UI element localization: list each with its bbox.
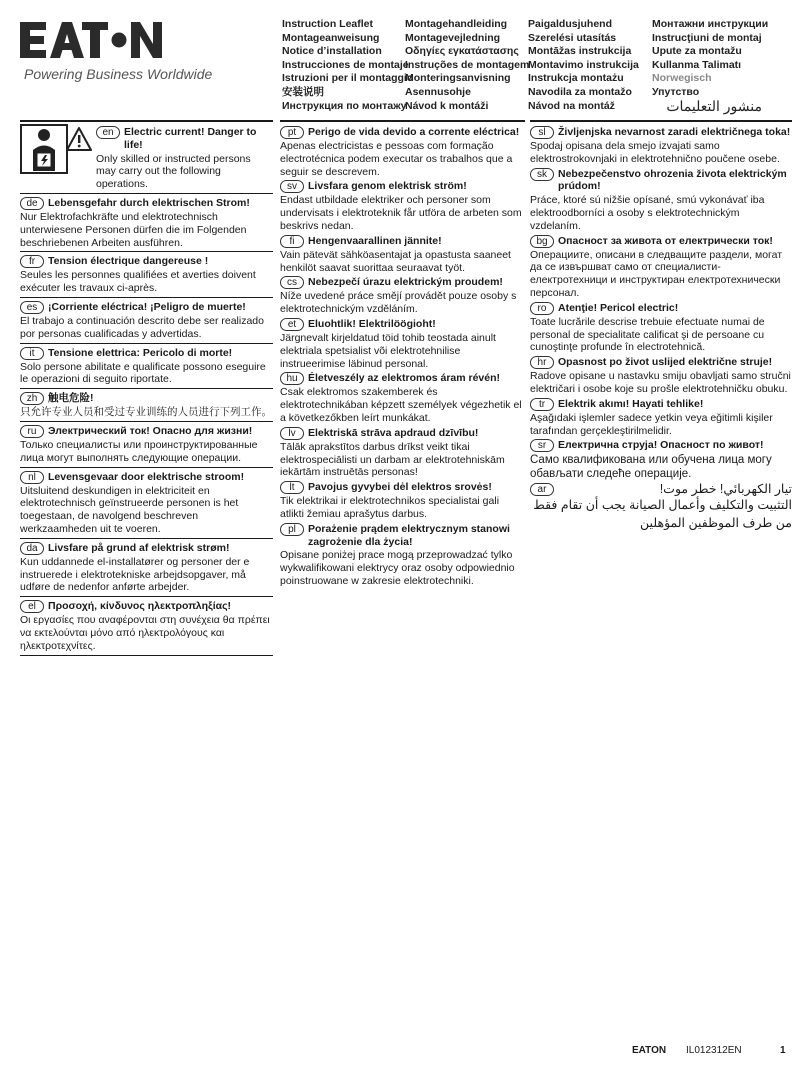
warning-heading-et <box>280 318 525 331</box>
title-line: Notice d’installation <box>282 45 382 58</box>
warning-entry-fi <box>280 235 525 275</box>
warning-heading-ru <box>20 425 273 438</box>
warning-text-zh: 只允许专业人员和受过专业训练的人员进行下列工作。 <box>20 406 272 419</box>
heading-text: Tensione elettrica: Pericolo di morte! <box>48 346 233 359</box>
warning-heading-fi <box>280 235 525 248</box>
language-badge: it <box>20 347 44 360</box>
warning-entry-ru <box>20 425 273 468</box>
language-badge: tr <box>530 398 554 411</box>
warning-entry-hr <box>530 356 792 396</box>
language-badge: sl <box>530 126 554 139</box>
title-line: Návod k montáži <box>405 99 489 112</box>
title-line: Kullanma Talimatı <box>652 58 742 71</box>
heading-text: Levensgevaar door elektrische stroom! <box>48 470 245 483</box>
footer-brand: EATON <box>632 1045 667 1056</box>
warning-entry-it <box>20 347 273 390</box>
warning-entry-sk <box>530 168 792 233</box>
warning-text-lv: Tālāk aprakstītos darbus drīkst veikt tikai elektrospeciālisti un darbam ar elektrotehniskām iekārtām instruētās personas! <box>280 440 505 479</box>
language-badge: sv <box>280 180 304 193</box>
warning-heading-sr <box>530 439 792 452</box>
title-column-1 <box>282 18 413 113</box>
warning-entry-ar <box>530 483 792 532</box>
warning-text-el: Οι εργασίες που αναφέρονται στη συνέχεια θα πρέπει να εκτελούνται μόνο από ηλεκτρολόγους και ηλεκτροτεχνίτες. <box>20 614 270 652</box>
warning-heading-da <box>20 542 273 555</box>
warning-column-3 <box>530 124 792 534</box>
heading-text: Elektriskā strāva apdraud dzīvību! <box>308 426 479 439</box>
title-column-4 <box>652 18 768 113</box>
column-rule-2 <box>280 120 525 122</box>
warning-heading-hr <box>530 356 792 369</box>
footer-doc-number: IL012312EN <box>686 1045 742 1056</box>
title-line: Instrucţiuni de montaj <box>652 31 762 44</box>
title-line: Montageanweisung <box>282 31 380 44</box>
warning-column-2 <box>280 124 525 590</box>
column-rule-1 <box>20 120 273 122</box>
title-line: Montavimo instrukcija <box>528 58 639 71</box>
warning-entry-pl <box>280 523 525 588</box>
warning-text-fi: Vain pätevät sähköasentajat ja opastusta saaneet henkilöt saavat suorittaa seuraavat työt. <box>280 248 511 274</box>
heading-text: Nebezpečí úrazu elektrickým proudem! <box>308 276 503 289</box>
warning-entry-lv <box>280 427 525 479</box>
warning-heading-fr <box>20 255 273 268</box>
warning-entry-tr <box>530 398 792 438</box>
warning-text-lt: Tik elektrikai ir elektrotechnikos specialistai gali atlikti žemiau aprašytus darbus. <box>280 495 500 520</box>
title-line: Upute za montažu <box>652 45 742 58</box>
heading-text: Atenţie! Pericol electric! <box>558 301 679 314</box>
warning-text-sv: Endast utbildade elektriker och personer som undervisats i elektroteknik får utföra de arbeten som beskrivs nedan. <box>280 194 522 232</box>
heading-text: تيار الكهربائي! خطر موت! <box>659 482 792 497</box>
language-badge: et <box>280 318 304 331</box>
electrical-hazard-icon <box>20 124 92 174</box>
warning-text-it: Solo persone abilitate e qualificate possono eseguire le operazioni di seguito riportate. <box>20 360 266 386</box>
language-badge: de <box>20 197 44 210</box>
heading-text: Livsfare på grund af elektrisk strøm! <box>48 541 230 554</box>
heading-text: Електрична струја! Опасност по живот! <box>558 439 764 452</box>
warning-entry-sv <box>280 180 525 232</box>
warning-heading-ro <box>530 302 792 315</box>
warning-heading-de <box>20 197 273 210</box>
warning-heading-pl <box>280 523 525 549</box>
heading-text: Opasnost po život uslijed električne struje! <box>558 356 773 369</box>
language-badge: bg <box>530 235 554 248</box>
warning-entry-lt <box>280 481 525 521</box>
warning-entry-zh <box>20 392 273 422</box>
language-badge: sr <box>530 439 554 452</box>
warning-text-sk: Práce, ktoré sú nižšie opísané, smú vykonávať iba elektroodborníci a osoby s elektrotechnickým vzdelaním. <box>530 194 765 232</box>
language-badge: ru <box>20 425 44 438</box>
warning-heading-pt <box>280 126 525 139</box>
warning-entry-de <box>20 197 273 252</box>
heading-text: Nebezpečenstvo ohrozenia života elektrickým prúdom! <box>558 167 787 193</box>
title-line: Navodila za montažo <box>528 85 632 98</box>
language-badge: hr <box>530 356 554 369</box>
warning-text-da: Kun uddannede el-installatører og personer der e instruerede i elektrotekniske arbejdsopgaver, må udføre de nedenfor anførte arbejder. <box>20 555 250 594</box>
heading-text: Življenjska nevarnost zaradi električnega toka! <box>558 126 791 138</box>
title-line: Návod na montáž <box>528 99 615 112</box>
language-badge: pt <box>280 126 304 139</box>
warning-entry-pt <box>280 126 525 178</box>
title-line: Montāžas instrukcija <box>528 45 632 58</box>
warning-text-pl: Opisane poniżej prace mogą przeprowadzać tylko wykwalifikowani elektrycy oraz osoby odpowiednio poinstruowane w zakresie elektrotechniki. <box>280 549 515 587</box>
eaton-logo <box>20 20 165 60</box>
warning-text-bg: Операциите, описани в следващите раздели, могат да се извършват само от специалисти-електротехници и инструктиран електротехнически персонал. <box>530 248 783 299</box>
tagline: Powering Business Worldwide <box>24 66 213 82</box>
warning-text-nl: Uitsluitend deskundigen in elektriciteit en elektrotechnisch geïnstrueerde personen is het toegestaan, de navolgend beschreven werkzaamheden uit te voeren. <box>20 484 239 535</box>
language-badge: ar <box>530 483 554 496</box>
warning-heading-ar <box>530 483 792 496</box>
title-line: 安装说明 <box>282 85 324 98</box>
warning-entry-es <box>20 301 273 344</box>
language-badge: fi <box>280 235 304 248</box>
warning-text-de: Nur Elektrofachkräfte und elektrotechnisch unterwiesene Personen dürfen die im Folgenden beschriebenen Arbeiten ausführen. <box>20 210 247 249</box>
warning-heading-hu <box>280 372 525 385</box>
warning-text-tr: Aşağıdaki işlemler sadece yetkin veya eğitimli kişiler tarafından gerçekleştirilmelidir. <box>530 411 773 437</box>
warning-entry-sl <box>530 126 792 166</box>
language-badge: sk <box>530 168 554 181</box>
heading-text: Lebensgefahr durch elektrischen Strom! <box>48 196 250 209</box>
warning-heading-el <box>20 600 273 613</box>
heading-text: Hengenvaarallinen jännite! <box>308 234 442 247</box>
title-line: Упутство <box>652 85 700 98</box>
heading-text: Elektrik akımı! Hayati tehlike! <box>558 397 704 410</box>
warning-heading-sk <box>530 168 792 194</box>
footer-page-number: 1 <box>780 1045 786 1056</box>
heading-text: Eluohtlik! Elektrilöögioht! <box>308 317 436 330</box>
warning-text-fr: Seules les personnes qualifiées et averties doivent exécuter les travaux ci-après. <box>20 269 256 295</box>
warning-entry-en <box>20 124 273 194</box>
heading-text: Perigo de vida devido a corrente eléctrica! <box>308 126 520 138</box>
title-line: Instrukcja montażu <box>528 72 624 85</box>
heading-text: Опасност за живота от електрически ток! <box>558 234 773 247</box>
warning-text-sl: Spodaj opisana dela smejo izvajati samo elektrostrokovnjaki in elektrotehnično poučene osebe. <box>530 140 780 165</box>
language-badge: hu <box>280 372 304 385</box>
language-badge: fr <box>20 255 44 268</box>
title-column-3 <box>528 18 639 113</box>
title-line: Istruzioni per il montaggio <box>282 72 414 85</box>
warning-heading-lv <box>280 427 525 440</box>
warning-heading-cs <box>280 276 525 289</box>
heading-text: Porażenie prądem elektrycznym stanowi zagrożenie dla życia! <box>308 522 510 548</box>
title-line: Montagevejledning <box>405 31 501 44</box>
language-badge: nl <box>20 471 44 484</box>
warning-text-hu: Csak elektromos szakemberek és elektrotechnikában képzett személyek végezhetik el a következőkben leírt munkákat. <box>280 386 522 424</box>
heading-text: Электрический ток! Опасно для жизни! <box>48 424 253 437</box>
warning-heading-lt <box>280 481 525 494</box>
warning-column-1 <box>20 124 273 659</box>
warning-entry-cs <box>280 276 525 316</box>
warning-entry-ro <box>530 302 792 354</box>
warning-text-en: Only skilled or instructed persons may carry out the following operations. <box>96 152 251 191</box>
warning-heading-tr <box>530 398 792 411</box>
title-line: منشور التعليمات <box>666 97 762 114</box>
warning-heading-es <box>20 301 273 314</box>
warning-text-ru: Только специалисты или проинструктированные лица могут выполнять следующие операции. <box>20 438 258 464</box>
heading-text: 触电危险! <box>48 392 94 405</box>
column-rule-3 <box>530 120 792 122</box>
title-line: Paigaldusjuhend <box>528 18 613 30</box>
warning-text-hr: Radove opisane u nastavku smiju obavljati samo stručni električari i osobe koje su prošle elektrotehničku obuku. <box>530 370 791 395</box>
warning-entry-et <box>280 318 525 370</box>
title-line: Asennusohje <box>405 85 471 98</box>
warning-text-et: Järgnevalt kirjeldatud töid tohib teostada ainult elektriala spetsialist või elektrotehnilise instrueerimise läbinud personal. <box>280 331 496 370</box>
warning-heading-it <box>20 347 273 360</box>
title-line: Monteringsanvisning <box>405 72 511 85</box>
heading-text: ¡Corriente eléctrica! ¡Peligro de muerte! <box>48 300 246 313</box>
title-line: Norwegisch <box>652 72 712 85</box>
language-badge: lt <box>280 481 304 494</box>
language-badge: pl <box>280 523 304 536</box>
warning-heading-sl <box>530 126 792 139</box>
warning-entry-da <box>20 542 273 597</box>
heading-text: Tension électrique dangereuse ! <box>48 255 209 268</box>
warning-text-cs: Níže uvedené práce smějí provádět pouze osoby s elektrotechnickým vzděláním. <box>280 290 517 316</box>
warning-text-es: El trabajo a continuación descrito debe ser realizado por personas cualificadas y advertidas. <box>20 314 264 340</box>
language-badge: lv <box>280 427 304 440</box>
title-line: Szerelési utasítás <box>528 31 617 44</box>
title-line: Montagehandleiding <box>405 18 508 30</box>
warning-entry-bg <box>530 235 792 300</box>
language-badge: da <box>20 542 44 555</box>
title-line: Instruction Leaflet <box>282 18 374 30</box>
warning-heading-sv <box>280 180 525 193</box>
warning-text-ro: Toate lucrările descrise trebuie efectuate numai de personal de specialitate calificat şi de persoane cu cunoştinţe profunde în electrotehnică. <box>530 315 765 354</box>
language-badge: cs <box>280 276 304 289</box>
warning-heading-bg <box>530 235 792 248</box>
electrical-warning-block <box>20 124 273 191</box>
warning-entry-fr <box>20 255 273 298</box>
warning-entry-hu <box>280 372 525 424</box>
warning-heading-nl <box>20 471 273 484</box>
heading-text: Életveszély az elektromos áram révén! <box>308 372 501 385</box>
language-badge: es <box>20 301 44 314</box>
warning-entry-nl <box>20 471 273 539</box>
title-line: Инструкция по монтажу <box>282 99 407 112</box>
language-badge: el <box>20 600 44 613</box>
warning-text-sr: Само квалификована или обучена лица могу обављати следеће операције. <box>530 454 772 481</box>
heading-text: Electric current! Danger to life! <box>124 126 257 151</box>
warning-entry-el <box>20 600 273 655</box>
warning-entry-sr <box>530 439 792 481</box>
warning-heading-zh <box>20 392 273 405</box>
language-badge: en <box>96 126 120 139</box>
title-line: Монтажни инструкции <box>652 18 769 30</box>
warning-text-pt: Apenas electricistas e pessoas com formação electrotécnica podem executar os trabalhos que a seguir se descrevem. <box>280 140 513 178</box>
warning-heading-en <box>96 126 273 152</box>
title-line: Οδηγίες εγκατάστασης <box>405 45 519 58</box>
language-badge: ro <box>530 302 554 315</box>
title-line: Instrucciones de montaje <box>282 58 409 71</box>
heading-text: Livsfara genom elektrisk ström! <box>308 180 467 193</box>
title-column-2 <box>405 18 529 113</box>
warning-text-block <box>96 124 273 191</box>
heading-text: Προσοχή, κίνδυνος ηλεκτροπληξίας! <box>48 600 232 613</box>
warning-text-ar: التثبيت والتكليف وأعمال الصيانة يجب أن تقام فقط من طرف الموظفين المؤهلين <box>533 498 792 531</box>
heading-text: Pavojus gyvybei dėl elektros srovės! <box>308 481 492 494</box>
language-badge: zh <box>20 392 44 405</box>
title-line: Instruções de montagem <box>405 58 530 71</box>
